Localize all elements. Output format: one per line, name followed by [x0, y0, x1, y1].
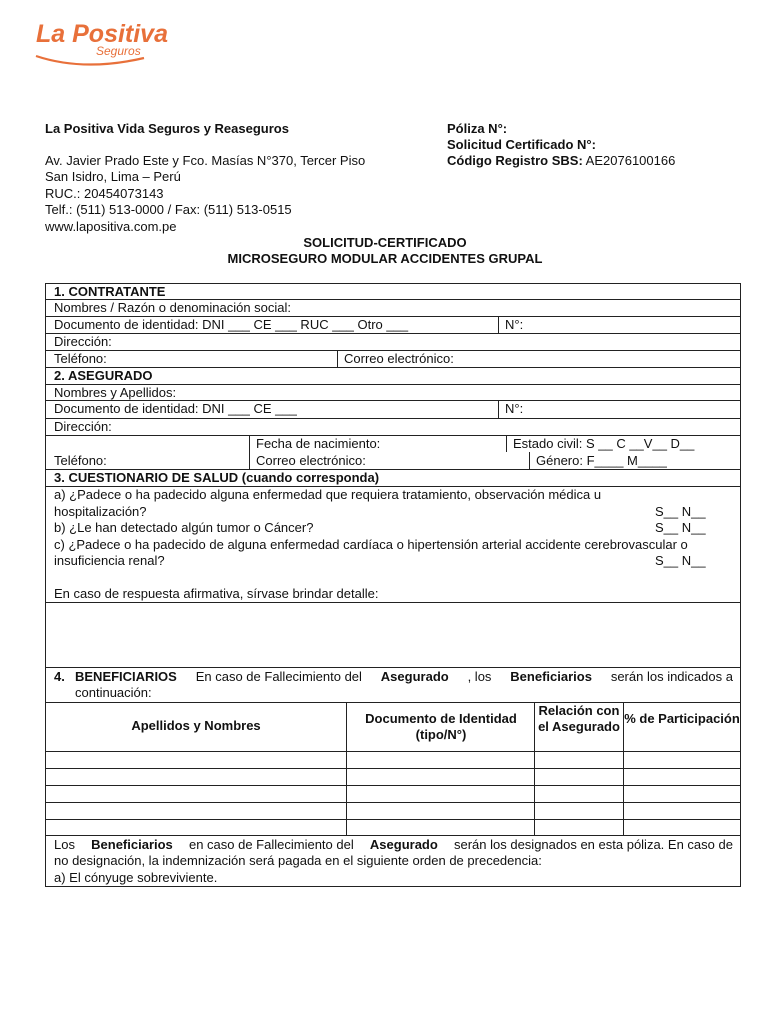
solicitud-label: Solicitud Certificado N°:	[447, 137, 596, 152]
question-b: b) ¿Le han detectado algún tumor o Cáncer?	[54, 520, 314, 535]
asegurado-genero-field[interactable]: Género: F____ M____	[536, 453, 667, 468]
beneficiarios-footer-line2: no designación, la indemnización será pagada en el siguiente orden de precedencia:	[54, 853, 542, 868]
asegurado-numero-field[interactable]: N°:	[505, 401, 524, 416]
beneficiarios-keyword: BENEFICIARIOS	[75, 669, 177, 684]
company-address-line1: Av. Javier Prado Este y Fco. Masías N°370, Tercer Piso	[45, 153, 366, 168]
contratante-nombres-field[interactable]: Nombres / Razón o denominación social:	[54, 300, 292, 315]
beneficiary-row[interactable]	[46, 769, 740, 785]
intro-text-3: serán los indicados a	[610, 669, 733, 684]
beneficiarios-intro-line2: continuación:	[75, 685, 152, 700]
question-b-answer[interactable]: S__ N__	[655, 520, 706, 535]
beneficiarios-keyword-2: Beneficiarios	[510, 669, 592, 684]
col-header-participacion: % de Participación	[624, 711, 740, 726]
col-header-nombres: Apellidos y Nombres	[131, 718, 261, 733]
footer-text-3: serán los designados en esta póliza. En caso de	[453, 837, 733, 852]
company-phone: Telf.: (511) 513-0000 / Fax: (511) 513-0515	[45, 202, 292, 217]
beneficiary-row[interactable]	[46, 820, 740, 835]
form-title: SOLICITUD-CERTIFICADO	[303, 235, 467, 250]
intro-text-1: En caso de Fallecimiento del	[195, 669, 362, 684]
question-c-answer[interactable]: S__ N__	[655, 553, 706, 568]
company-website: www.lapositiva.com.pe	[45, 219, 177, 234]
contratante-correo-field[interactable]: Correo electrónico:	[344, 351, 454, 366]
sbs-value: AE2076100166	[582, 153, 676, 168]
beneficiary-row[interactable]	[46, 752, 740, 768]
question-c-line1: c) ¿Padece o ha padecido de alguna enfermedad cardíaca o hipertensión arterial accidente cerebrovascular o	[54, 537, 688, 552]
beneficiarios-intro-line1	[75, 669, 733, 685]
sbs-label: Código Registro SBS:	[447, 153, 583, 168]
logo-swoosh-icon	[34, 50, 146, 72]
company-address-line2: San Isidro, Lima – Perú	[45, 169, 181, 184]
sbs-registration	[447, 153, 675, 169]
company-ruc: RUC.: 20454073143	[45, 186, 164, 201]
col-header-relacion: Relación con el Asegurado	[538, 703, 620, 734]
question-a-answer[interactable]: S__ N__	[655, 504, 706, 519]
asegurado-nombres-field[interactable]: Nombres y Apellidos:	[54, 385, 177, 400]
asegurado-documento-field[interactable]: Documento de identidad: DNI ___ CE ___	[54, 401, 297, 416]
detalle-label: En caso de respuesta afirmativa, sírvase brindar detalle:	[54, 586, 379, 601]
contratante-documento-field[interactable]: Documento de identidad: DNI ___ CE ___ RUC ___ Otro ___	[54, 317, 409, 332]
poliza-label: Póliza N°:	[447, 121, 508, 136]
footer-beneficiarios-keyword: Beneficiarios	[91, 837, 173, 852]
section-asegurado-heading: 2. ASEGURADO	[54, 368, 153, 383]
question-a-line2: hospitalización?	[54, 504, 147, 519]
beneficiary-row[interactable]	[46, 786, 740, 802]
asegurado-telefono-field[interactable]: Teléfono:	[54, 453, 107, 468]
contratante-direccion-field[interactable]: Dirección:	[54, 334, 112, 349]
footer-asegurado-keyword: Asegurado	[369, 837, 438, 852]
company-logo-subtitle: Seguros	[96, 44, 141, 58]
asegurado-direccion-field[interactable]: Dirección:	[54, 419, 112, 434]
beneficiarios-footer-line3: a) El cónyuge sobreviviente.	[54, 870, 218, 885]
form-subtitle: MICROSEGURO MODULAR ACCIDENTES GRUPAL	[227, 251, 543, 266]
company-logo: La Positiva	[36, 20, 168, 48]
section-contratante-heading: 1. CONTRATANTE	[54, 284, 166, 299]
section-cuestionario-heading: 3. CUESTIONARIO DE SALUD (cuando corresponda)	[54, 470, 380, 485]
asegurado-correo-field[interactable]: Correo electrónico:	[256, 453, 366, 468]
detalle-text-area[interactable]	[46, 603, 740, 667]
beneficiarios-footer-line1	[54, 837, 733, 853]
asegurado-fecha-nacimiento-field[interactable]: Fecha de nacimiento:	[256, 436, 381, 451]
asegurado-estado-civil-field[interactable]: Estado civil: S __ C __V__ D__	[513, 436, 695, 451]
question-a-line1: a) ¿Padece o ha padecido alguna enfermedad que requiera tratamiento, observación médica u	[54, 487, 602, 502]
section-beneficiarios-number: 4.	[54, 669, 65, 684]
question-c-line2: insuficiencia renal?	[54, 553, 165, 568]
asegurado-keyword: Asegurado	[380, 669, 449, 684]
col-header-documento: Documento de Identidad (tipo/N°)	[365, 711, 517, 742]
beneficiary-row[interactable]	[46, 803, 740, 819]
company-name: La Positiva Vida Seguros y Reaseguros	[45, 121, 289, 136]
footer-text-2: en caso de Fallecimiento del	[188, 837, 354, 852]
contratante-numero-field[interactable]: N°:	[505, 317, 524, 332]
intro-text-2: , los	[467, 669, 492, 684]
footer-text-1: Los	[54, 837, 75, 852]
contratante-telefono-field[interactable]: Teléfono:	[54, 351, 107, 366]
